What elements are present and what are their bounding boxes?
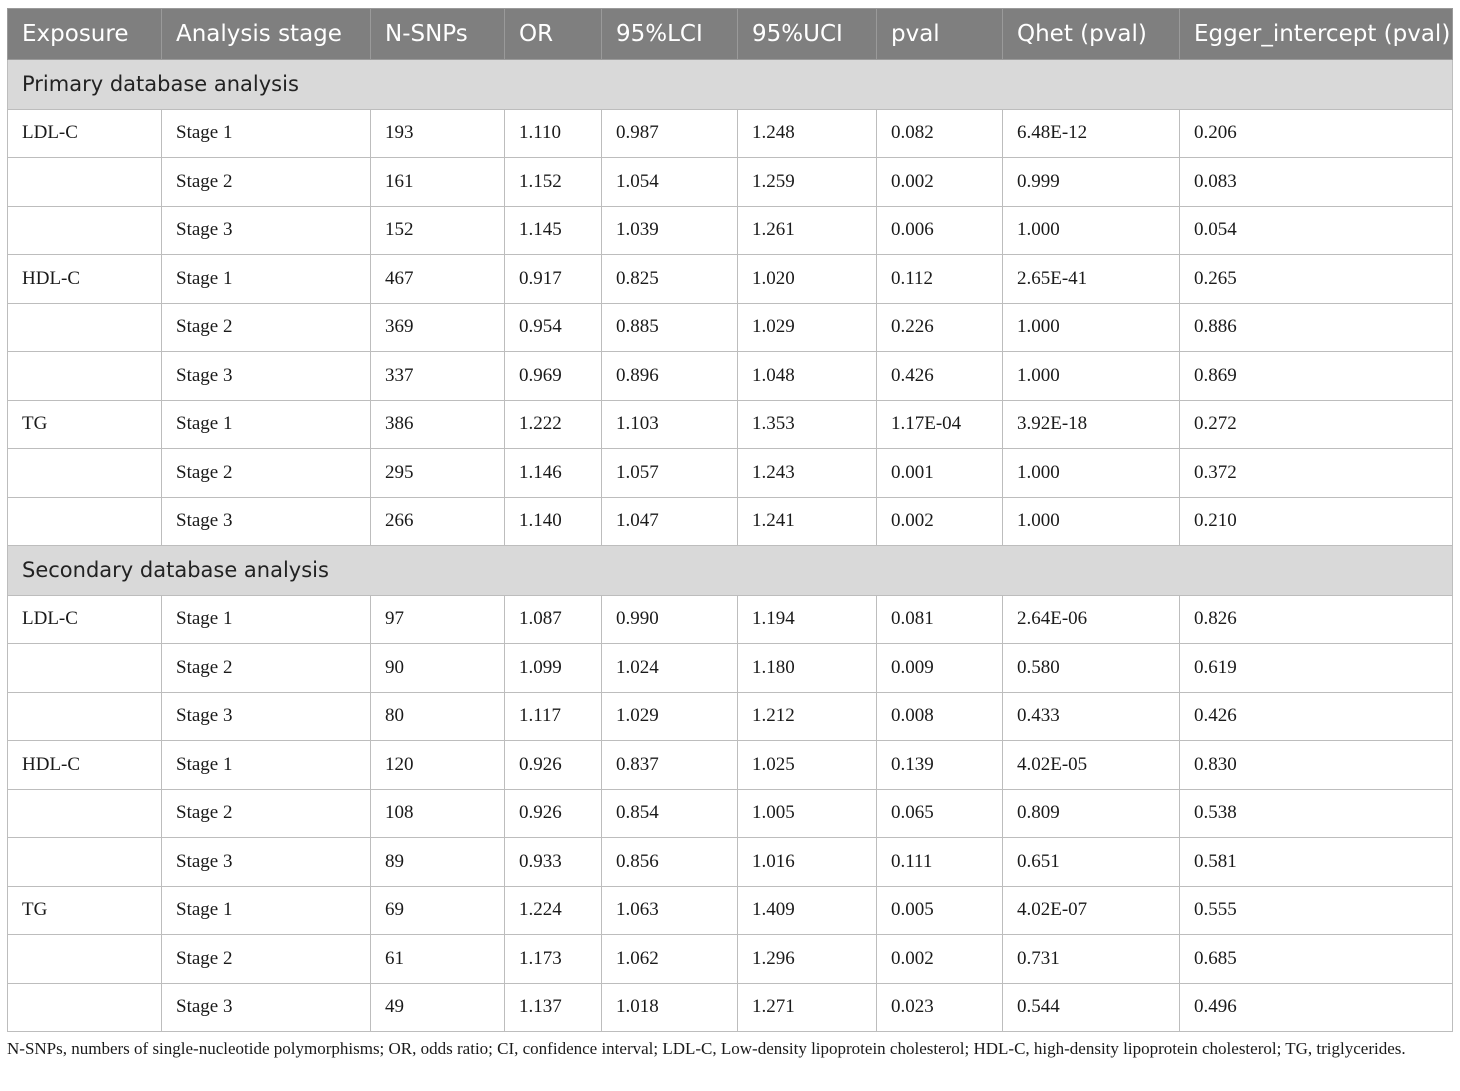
table-cell: 0.023	[877, 983, 1003, 1032]
table-cell: 0.619	[1180, 644, 1453, 693]
table-row	[8, 497, 1453, 546]
table-cell: 4.02E-05	[1003, 741, 1180, 790]
table-cell: 0.426	[1180, 692, 1453, 741]
table-row	[8, 352, 1453, 401]
header-row	[8, 9, 1453, 60]
header-or: OR	[505, 9, 602, 60]
header-exposure: Exposure	[8, 9, 162, 60]
table-cell: Stage 1	[162, 255, 371, 304]
table-cell: Stage 3	[162, 497, 371, 546]
table-cell: TG	[8, 886, 162, 935]
table-cell: 0.933	[505, 838, 602, 887]
table-cell: 1.020	[738, 255, 877, 304]
table-cell: Stage 2	[162, 449, 371, 498]
table-cell: 0.065	[877, 789, 1003, 838]
table-cell	[8, 983, 162, 1032]
table-cell: 1.259	[738, 158, 877, 207]
table-cell	[8, 789, 162, 838]
table-cell	[8, 449, 162, 498]
table-header	[8, 9, 1453, 60]
table-cell: 69	[371, 886, 505, 935]
table-cell: Stage 3	[162, 692, 371, 741]
table-cell: 0.837	[602, 741, 738, 790]
header-n-snps: N-SNPs	[371, 9, 505, 60]
table-cell: HDL-C	[8, 255, 162, 304]
section-row	[8, 60, 1453, 110]
table-row	[8, 109, 1453, 158]
table-cell: 0.433	[1003, 692, 1180, 741]
table-cell: 1.261	[738, 206, 877, 255]
table-cell: 0.054	[1180, 206, 1453, 255]
table-cell: 1.000	[1003, 206, 1180, 255]
table-cell: 1.173	[505, 935, 602, 984]
header-analysis-stage: Analysis stage	[162, 9, 371, 60]
table-row	[8, 595, 1453, 644]
table-cell: 0.825	[602, 255, 738, 304]
table-cell: HDL-C	[8, 741, 162, 790]
table-cell: 1.146	[505, 449, 602, 498]
table-cell: 386	[371, 400, 505, 449]
table-cell: 0.987	[602, 109, 738, 158]
table-cell: 0.082	[877, 109, 1003, 158]
table-cell: Stage 3	[162, 352, 371, 401]
table-cell: 1.029	[738, 303, 877, 352]
table-cell	[8, 497, 162, 546]
table-cell: 97	[371, 595, 505, 644]
table-cell	[8, 838, 162, 887]
table-cell: 1.103	[602, 400, 738, 449]
table-cell: 1.224	[505, 886, 602, 935]
table-cell: 0.206	[1180, 109, 1453, 158]
table-cell: 0.917	[505, 255, 602, 304]
table-cell: 0.009	[877, 644, 1003, 693]
table-cell: 6.48E-12	[1003, 109, 1180, 158]
table-cell: 337	[371, 352, 505, 401]
table-cell: 1.117	[505, 692, 602, 741]
table-cell: 1.039	[602, 206, 738, 255]
table-cell: Stage 2	[162, 789, 371, 838]
table-cell: 1.062	[602, 935, 738, 984]
table-cell: 0.830	[1180, 741, 1453, 790]
table-cell: 90	[371, 644, 505, 693]
table-cell: 1.016	[738, 838, 877, 887]
table-cell: 1.054	[602, 158, 738, 207]
table-cell: 1.000	[1003, 497, 1180, 546]
table-cell: 0.496	[1180, 983, 1453, 1032]
table-row	[8, 692, 1453, 741]
table-cell: Stage 3	[162, 983, 371, 1032]
header-qhet: Qhet (pval)	[1003, 9, 1180, 60]
table-cell: LDL-C	[8, 109, 162, 158]
table-cell: 1.152	[505, 158, 602, 207]
table-cell: 1.17E-04	[877, 400, 1003, 449]
table-cell: 0.112	[877, 255, 1003, 304]
table-cell: 0.954	[505, 303, 602, 352]
table-cell: TG	[8, 400, 162, 449]
table-cell: 1.025	[738, 741, 877, 790]
table-cell: 295	[371, 449, 505, 498]
table-cell: 0.139	[877, 741, 1003, 790]
table-cell: 1.194	[738, 595, 877, 644]
table-cell: 1.024	[602, 644, 738, 693]
table-cell: 1.087	[505, 595, 602, 644]
table-cell: 1.000	[1003, 303, 1180, 352]
table-row	[8, 449, 1453, 498]
table-cell: Stage 1	[162, 741, 371, 790]
table-cell: 0.826	[1180, 595, 1453, 644]
table-cell: 0.544	[1003, 983, 1180, 1032]
table-cell: 0.856	[602, 838, 738, 887]
table-cell: 0.001	[877, 449, 1003, 498]
table-cell	[8, 692, 162, 741]
table-cell: 1.000	[1003, 449, 1180, 498]
table-cell: 1.048	[738, 352, 877, 401]
table-cell: 152	[371, 206, 505, 255]
results-table-container	[7, 8, 1452, 1032]
table-cell: 0.854	[602, 789, 738, 838]
table-cell: 0.926	[505, 741, 602, 790]
table-cell: 0.002	[877, 158, 1003, 207]
table-cell: 1.047	[602, 497, 738, 546]
table-cell: 0.580	[1003, 644, 1180, 693]
table-cell: 1.353	[738, 400, 877, 449]
table-cell: 0.896	[602, 352, 738, 401]
table-cell: 1.005	[738, 789, 877, 838]
table-row	[8, 303, 1453, 352]
table-cell: 1.241	[738, 497, 877, 546]
table-cell: Stage 1	[162, 595, 371, 644]
table-row	[8, 886, 1453, 935]
table-cell: 120	[371, 741, 505, 790]
table-cell: 0.651	[1003, 838, 1180, 887]
table-cell: 1.057	[602, 449, 738, 498]
table-cell: Stage 2	[162, 158, 371, 207]
header-egger-intercept: Egger_intercept (pval)	[1180, 9, 1453, 60]
table-cell: 1.180	[738, 644, 877, 693]
table-cell: 161	[371, 158, 505, 207]
table-row	[8, 983, 1453, 1032]
table-cell: 0.265	[1180, 255, 1453, 304]
table-cell: 0.005	[877, 886, 1003, 935]
table-cell: 0.002	[877, 497, 1003, 546]
table-cell: Stage 2	[162, 935, 371, 984]
table-cell: 3.92E-18	[1003, 400, 1180, 449]
table-cell: 1.137	[505, 983, 602, 1032]
table-row	[8, 255, 1453, 304]
table-cell: 1.140	[505, 497, 602, 546]
table-cell	[8, 206, 162, 255]
table-cell: 0.372	[1180, 449, 1453, 498]
table-cell: 0.999	[1003, 158, 1180, 207]
table-cell: 0.990	[602, 595, 738, 644]
table-cell: 61	[371, 935, 505, 984]
table-cell: 0.926	[505, 789, 602, 838]
table-row	[8, 206, 1453, 255]
table-cell: 0.210	[1180, 497, 1453, 546]
section-title: Secondary database analysis	[8, 546, 1453, 596]
header-pval: pval	[877, 9, 1003, 60]
table-cell: 1.145	[505, 206, 602, 255]
table-cell: 0.538	[1180, 789, 1453, 838]
section-row	[8, 546, 1453, 596]
table-cell: 1.271	[738, 983, 877, 1032]
table-cell: 193	[371, 109, 505, 158]
table-cell: 80	[371, 692, 505, 741]
table-cell: 0.226	[877, 303, 1003, 352]
table-cell	[8, 935, 162, 984]
table-cell: 0.869	[1180, 352, 1453, 401]
table-cell: 0.081	[877, 595, 1003, 644]
table-cell: 1.000	[1003, 352, 1180, 401]
section-title: Primary database analysis	[8, 60, 1453, 110]
results-table	[7, 8, 1453, 1032]
table-cell: 0.685	[1180, 935, 1453, 984]
table-cell	[8, 303, 162, 352]
table-cell: Stage 1	[162, 109, 371, 158]
table-cell: 89	[371, 838, 505, 887]
table-footnote: N-SNPs, numbers of single-nucleotide polymorphisms; OR, odds ratio; CI, confidence interval; LDL-C, Low-density lipoprotein cholesterol; HDL-C, high-density lipoprotein cholesterol; TG, triglycerides.	[7, 1039, 1406, 1058]
table-cell: 1.243	[738, 449, 877, 498]
table-cell: 108	[371, 789, 505, 838]
table-cell: 0.555	[1180, 886, 1453, 935]
table-row	[8, 741, 1453, 790]
table-cell: 0.809	[1003, 789, 1180, 838]
table-cell: Stage 2	[162, 644, 371, 693]
table-cell: 0.581	[1180, 838, 1453, 887]
table-cell: 1.409	[738, 886, 877, 935]
header-lci: 95%LCI	[602, 9, 738, 60]
table-cell: Stage 3	[162, 206, 371, 255]
table-cell: 0.886	[1180, 303, 1453, 352]
table-row	[8, 789, 1453, 838]
table-cell: 1.110	[505, 109, 602, 158]
table-cell: 4.02E-07	[1003, 886, 1180, 935]
table-cell: 1.099	[505, 644, 602, 693]
table-cell: 0.111	[877, 838, 1003, 887]
table-cell: 1.063	[602, 886, 738, 935]
table-cell: 0.885	[602, 303, 738, 352]
table-cell: 49	[371, 983, 505, 1032]
table-cell: 369	[371, 303, 505, 352]
table-row	[8, 644, 1453, 693]
table-cell: 1.248	[738, 109, 877, 158]
table-cell: Stage 1	[162, 886, 371, 935]
table-cell: 0.731	[1003, 935, 1180, 984]
table-row	[8, 838, 1453, 887]
table-cell: 0.008	[877, 692, 1003, 741]
table-cell: 0.969	[505, 352, 602, 401]
table-cell: 1.212	[738, 692, 877, 741]
table-cell: 0.272	[1180, 400, 1453, 449]
table-cell	[8, 644, 162, 693]
table-row	[8, 400, 1453, 449]
table-cell: 0.426	[877, 352, 1003, 401]
table-cell: Stage 1	[162, 400, 371, 449]
table-cell: Stage 2	[162, 303, 371, 352]
table-body	[8, 60, 1453, 1032]
table-cell	[8, 352, 162, 401]
table-cell: LDL-C	[8, 595, 162, 644]
table-cell: 1.296	[738, 935, 877, 984]
table-cell: 467	[371, 255, 505, 304]
table-cell: 1.222	[505, 400, 602, 449]
table-cell: 2.64E-06	[1003, 595, 1180, 644]
table-cell: 0.083	[1180, 158, 1453, 207]
table-cell: 266	[371, 497, 505, 546]
table-cell: Stage 3	[162, 838, 371, 887]
header-uci: 95%UCI	[738, 9, 877, 60]
table-cell: 1.018	[602, 983, 738, 1032]
table-cell: 2.65E-41	[1003, 255, 1180, 304]
table-row	[8, 935, 1453, 984]
table-cell: 0.002	[877, 935, 1003, 984]
table-cell: 1.029	[602, 692, 738, 741]
table-row	[8, 158, 1453, 207]
table-cell	[8, 158, 162, 207]
table-cell: 0.006	[877, 206, 1003, 255]
